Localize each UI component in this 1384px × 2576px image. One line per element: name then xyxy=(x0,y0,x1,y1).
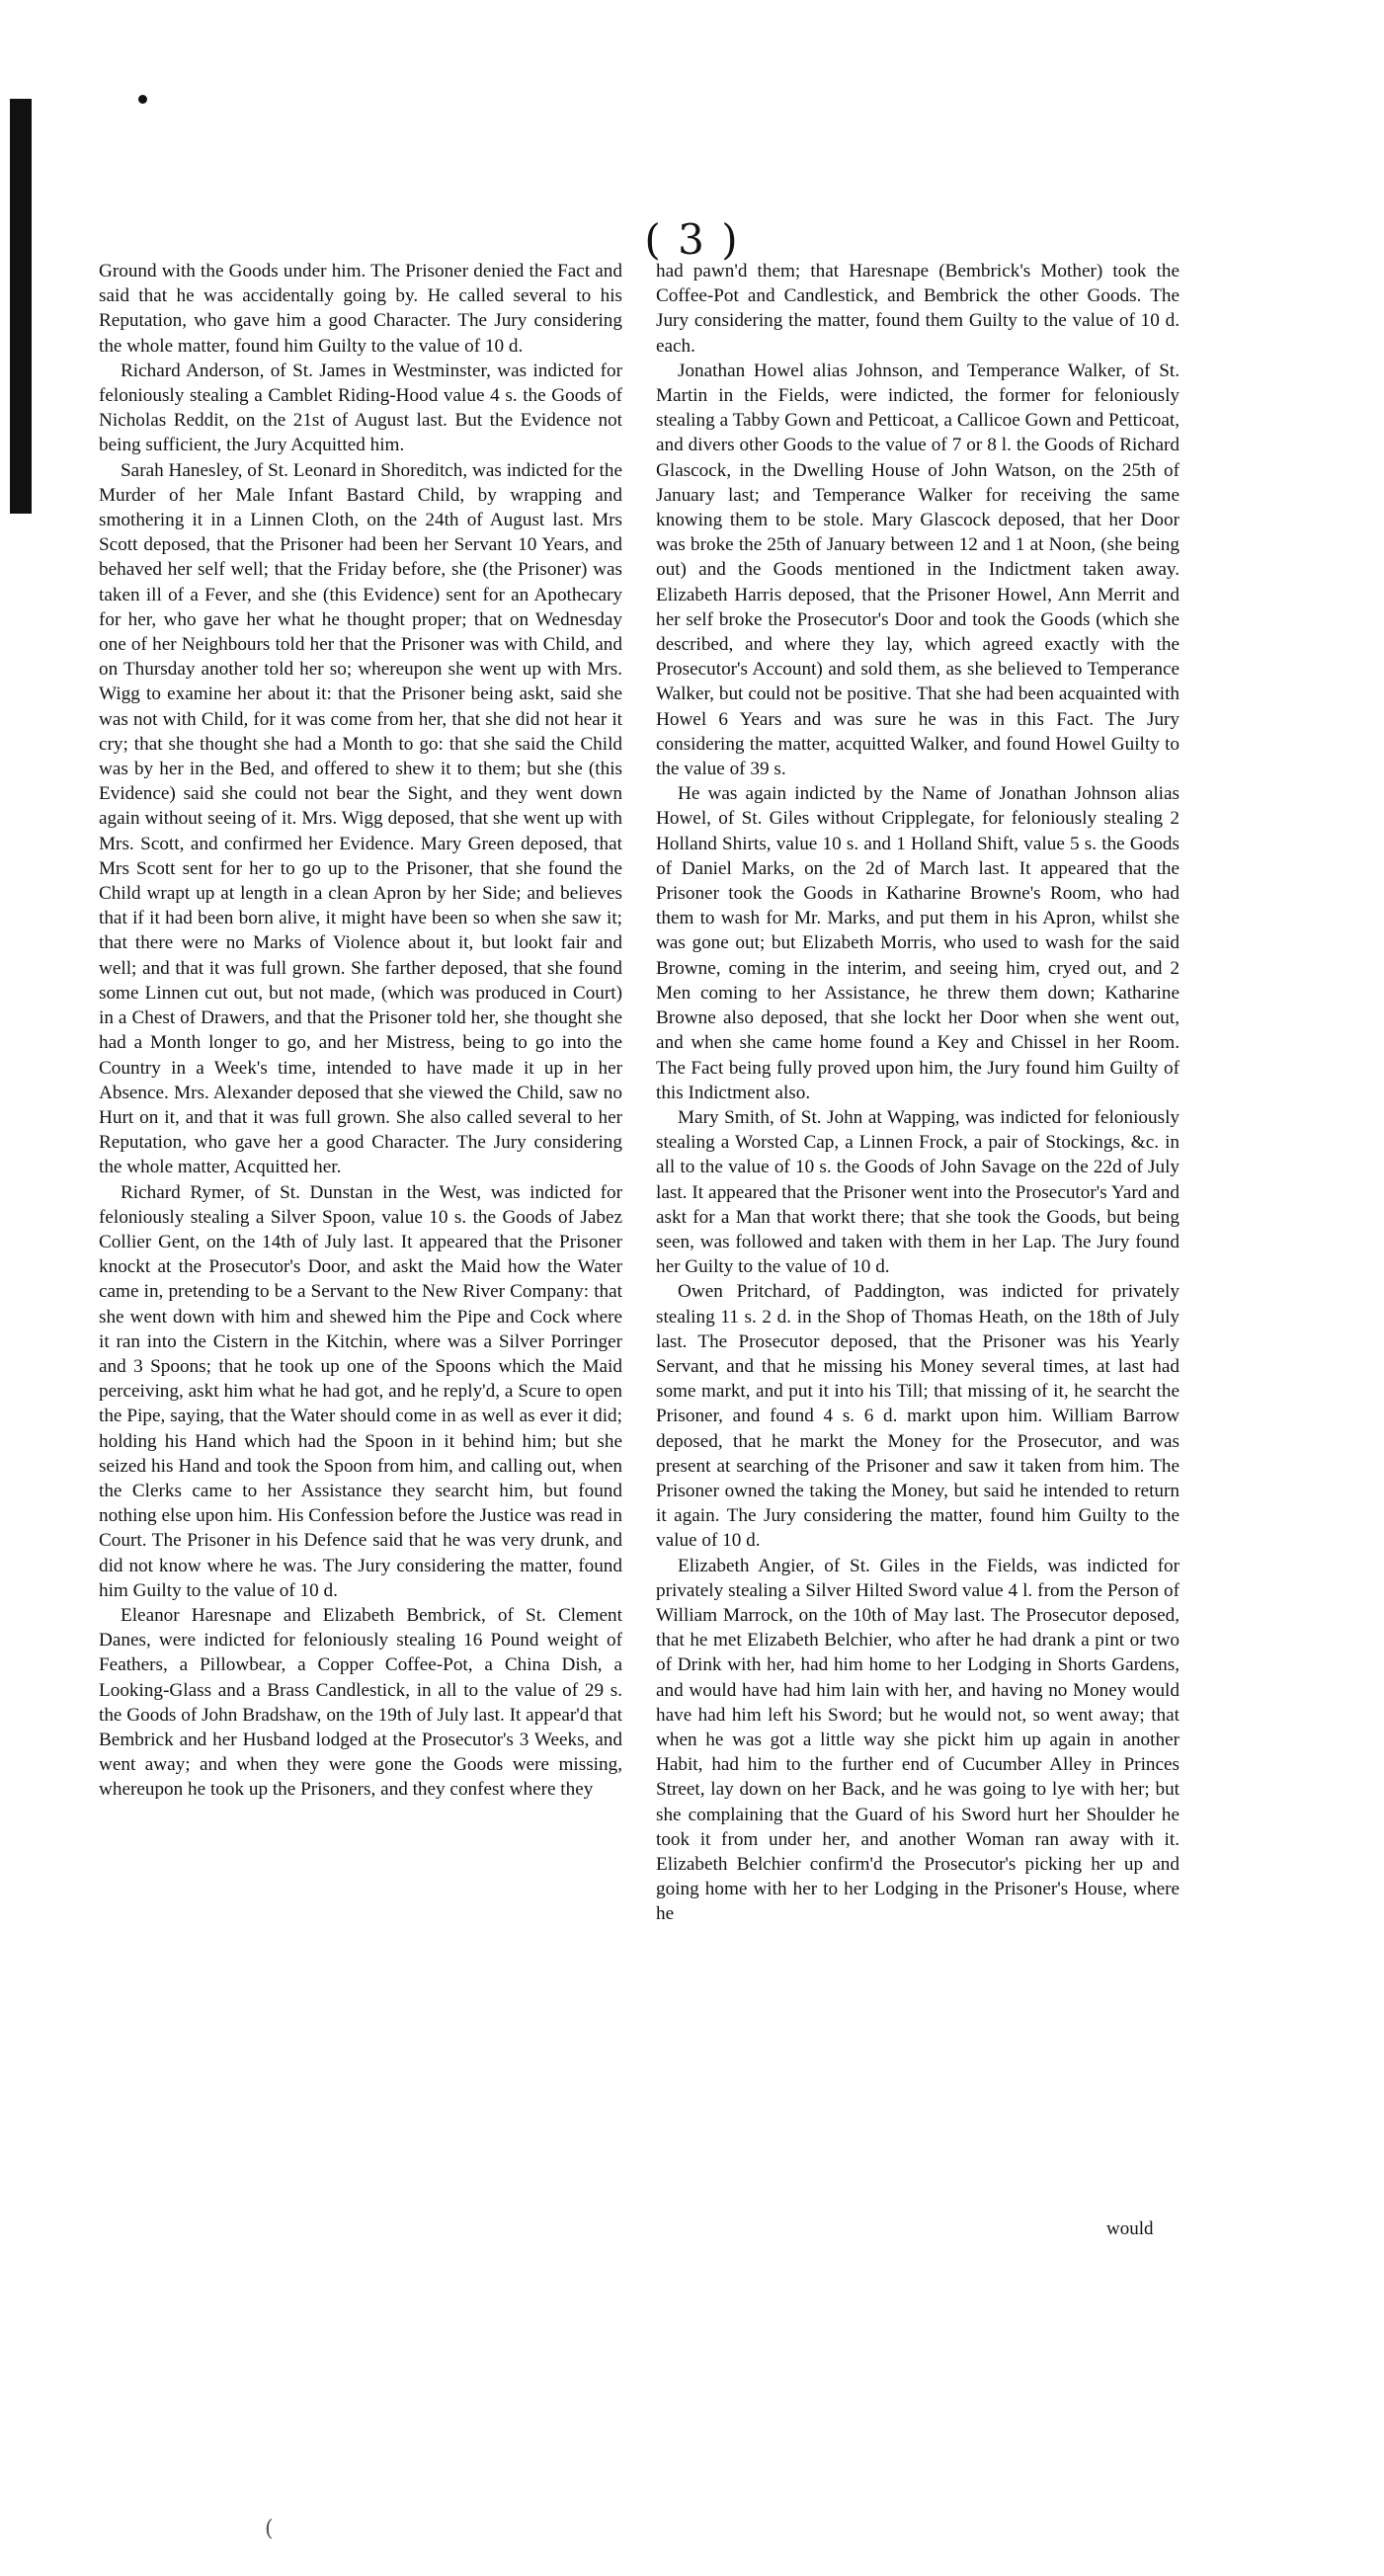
trial-entry-haresnape-bembrick: Eleanor Haresnape and Elizabeth Bembrick, of St. Clement Danes, were indicted for feloniously stealing 16 Pound weight of Feathers, a Pillowbear, a Copper Coffee-Pot, a China Dish, a Looking-Glass and a Brass Candlestick, in all to the value of 29 s. the Goods of John Bradshaw, on the 19th of July last. It appear'd that Bembrick and her Husband lodged at the Prosecutor's 3 Weeks, and went away; and when they were gone the Goods were missing, whereupon he took up the Prisoners, and they confest where they xyxy=(99,1604,622,1801)
trial-entry-anderson: Richard Anderson, of St. James in Westminster, was indicted for feloniously stealing a Camblet Riding-Hood value 4 s. the Goods of Nicholas Reddit, on the 21st of August last. But the Evidence not being sufficient, the Jury Acquitted him. xyxy=(99,360,622,456)
ink-spot xyxy=(138,95,147,104)
trial-entry-hanesley: Sarah Hanesley, of St. Leonard in Shoreditch, was indicted for the Murder of her Male Infant Bastard Child, by wrapping and smothering it in a Linnen Cloth, on the 24th of August last. Mrs Scott deposed, that the Prisoner had been her Servant 10 Years, and behaved her self well; that the Friday before, she (the Prisoner) was taken ill of a Fever, and she (this Evidence) sent for an Apothecary for her, who gave her what he thought proper; that on Wednesday one of her Neighbours told her that the Prisoner was with Child, and on Thursday another told her so; whereupon she went up with Mrs. Wigg to examine her about it: that the Prisoner being askt, said she was not with Child, for it was come from her, that she did not hear it cry; that she thought she had a Month to go: that she said the Child was by her in the Bed, and offered to shew it to them; but she (this Evidence) said she could not bear the Sight, and they went down again without seeing of it. Mrs. Wigg deposed, that she went up with Mrs. Scott, and confirmed her Evidence. Mary Green deposed, that Mrs Scott sent for her to go up to the Prisoner, that she found the Child wrapt up at length in a clean Apron by her Side; and believes that if it had been born alive, it might have been so when she saw it; that there were no Marks of Violence about it, but lookt fair and well; and that it was full grown. She farther deposed, that she found some Linnen cut out, but not made, (which was produced in Court) in a Chest of Drawers, and that the Prisoner told her, she thought she had a Month longer to go, and her Mistress, being to go into the Country in a Week's time, intended to have made it up in her Absence. Mrs. Alexander deposed that she viewed the Child, saw no Hurt on it, and that it was full grown. She also called several to her Reputation, who gave her a good Character. The Jury considering the whole matter, Acquitted her. xyxy=(99,459,622,1178)
trial-entry-smith: Mary Smith, of St. John at Wapping, was indicted for feloniously stealing a Worsted Cap, a Linnen Frock, a pair of Stockings, &c. in all to the value of 10 s. the Goods of John Savage on the 22d of July last. It appeared that the Prisoner went into the Prosecutor's Yard and askt for a Man that workt there; that she took the Goods, but being seen, was followed and taken with them in her Lap. The Jury found her Guilty to the value of 10 d. xyxy=(656,1106,1180,1278)
trial-entry-rymer: Richard Rymer, of St. Dunstan in the West, was indicted for feloniously stealing a Silver Spoon, value 10 s. the Goods of Jabez Collier Gent, on the 14th of July last. It appeared that the Prisoner knockt at the Prosecutor's Door, and askt the Maid how the Water came in, pretending to be a Servant to the New River Company: that she went down with him and shewed him the Pipe and Cock where it ran into the Cistern in the Kitchin, where was a Silver Porringer and 3 Spoons; that he took up one of the Spoons which the Maid perceiving, askt him what he had got, and he reply'd, a Scure to open the Pipe, saying, that the Water should come in as well as ever it did; holding his Hand which had the Spoon in it behind him; but she seized his Hand and took the Spoon from him, and calling out, when the Clerks came to her Assistance they searcht him, but found nothing else upon him. His Confession before the Justice was read in Court. The Prisoner in his Defence said that he was very drunk, and did not know where he was. The Jury considering the matter, found him Guilty to the value of 10 d. xyxy=(99,1181,622,1601)
trial-entry-howel-walker: Jonathan Howel alias Johnson, and Temperance Walker, of St. Martin in the Fields, were indicted, the former for feloniously stealing a Tabby Gown and Petticoat, a Callicoe Gown and Petticoat, and divers other Goods to the value of 7 or 8 l. the Goods of Richard Glascock, in the Dwelling House of John Watson, on the 25th of January last; and Temperance Walker for receiving the same knowing them to be stole. Mary Glascock deposed, that her Door was broke the 25th of January between 12 and 1 at Noon, (she being out) and the Goods mentioned in the Indictment taken away. Elizabeth Harris deposed, that the Prisoner Howel, Ann Merrit and her self broke the Prosecutor's Door and took the Goods (which she described, and where they lay, which agreed exactly with the Prosecutor's Account) and sold them, as she believed to Temperance Walker, but could not be positive. That she had been acquainted with Howel 6 Years and was sure he was in this Fact. The Jury considering the matter, acquitted Walker, and found Howel Guilty to the value of 39 s. xyxy=(656,360,1180,780)
continued-paragraph: had pawn'd them; that Haresnape (Bembrick's Mother) took the Coffee-Pot and Candlestick, and Bembrick the other Goods. The Jury considering the matter, found them Guilty to the value of 10 d. each. xyxy=(656,261,1180,357)
catchword: would xyxy=(1106,2218,1154,2239)
right-column xyxy=(656,259,1180,1927)
page-number: ( 3 ) xyxy=(644,215,740,264)
binding-edge-mark xyxy=(10,99,32,514)
trial-entry-angier: Elizabeth Angier, of St. Giles in the Fields, was indicted for privately stealing a Silver Hilted Sword value 4 l. from the Person of William Marrock, on the 10th of May last. The Prosecutor deposed, that he met Elizabeth Belchier, who after he had drank a pint or two of Drink with her, had him home to her Lodging in Shorts Gardens, and would have had him lain with her, and having no Money would have had him left his Sword; but he would not, so went away; that when he was got a little way she pickt him up again in another Habit, had him to the further end of Cucumber Alley in Princes Street, lay down on her Back, and he was going to lye with her; but she complaining that the Guard of his Sword hurt her Shoulder he took it from under her, and another Woman ran away with it. Elizabeth Belchier confirm'd the Prosecutor's picking her up and going home with her to her Lodging in the Prisoner's House, where he xyxy=(656,1555,1180,1925)
continued-paragraph: Ground with the Goods under him. The Prisoner denied the Fact and said that he was accidentally going by. He called several to his Reputation, who gave him a good Character. The Jury considering the whole matter, found him Guilty to the value of 10 d. xyxy=(99,261,622,357)
left-column xyxy=(99,259,622,1803)
ink-smudge: ( xyxy=(265,2517,274,2541)
trial-entry-johnson-howel: He was again indicted by the Name of Jonathan Johnson alias Howel, of St. Giles without Cripplegate, for feloniously stealing 2 Holland Shirts, value 10 s. and 1 Holland Shift, value 5 s. the Goods of Daniel Marks, on the 2d of March last. It appeared that the Prisoner took the Goods in Katharine Browne's Room, who had them to wash for Mr. Marks, and put them in his Apron, whilst she was gone out; but Elizabeth Morris, who used to wash for the said Browne, coming in the interim, and seeing him, cryed out, and 2 Men coming to her Assistance, he threw them down; Katharine Browne also deposed, that she lockt her Door when she went out, and when she came home found a Key and Chissel in her Room. The Fact being fully proved upon him, the Jury found him Guilty of this Indictment also. xyxy=(656,783,1180,1103)
trial-entry-pritchard: Owen Pritchard, of Paddington, was indicted for privately stealing 11 s. 2 d. in the Shop of Thomas Heath, on the 18th of July last. The Prosecutor deposed, that the Prisoner was his Yearly Servant, and that he missing his Money several times, at last had some markt, and put it into his Till; that missing of it, he searcht the Prisoner, and found 4 s. 6 d. markt upon him. William Barrow deposed, that he markt the Money for the Prosecutor, and was present at searching of the Prisoner and saw it taken from him. The Prisoner owned the taking the Money, but said he intended to return it again. The Jury considering the matter, found him Guilty to the value of 10 d. xyxy=(656,1281,1180,1552)
